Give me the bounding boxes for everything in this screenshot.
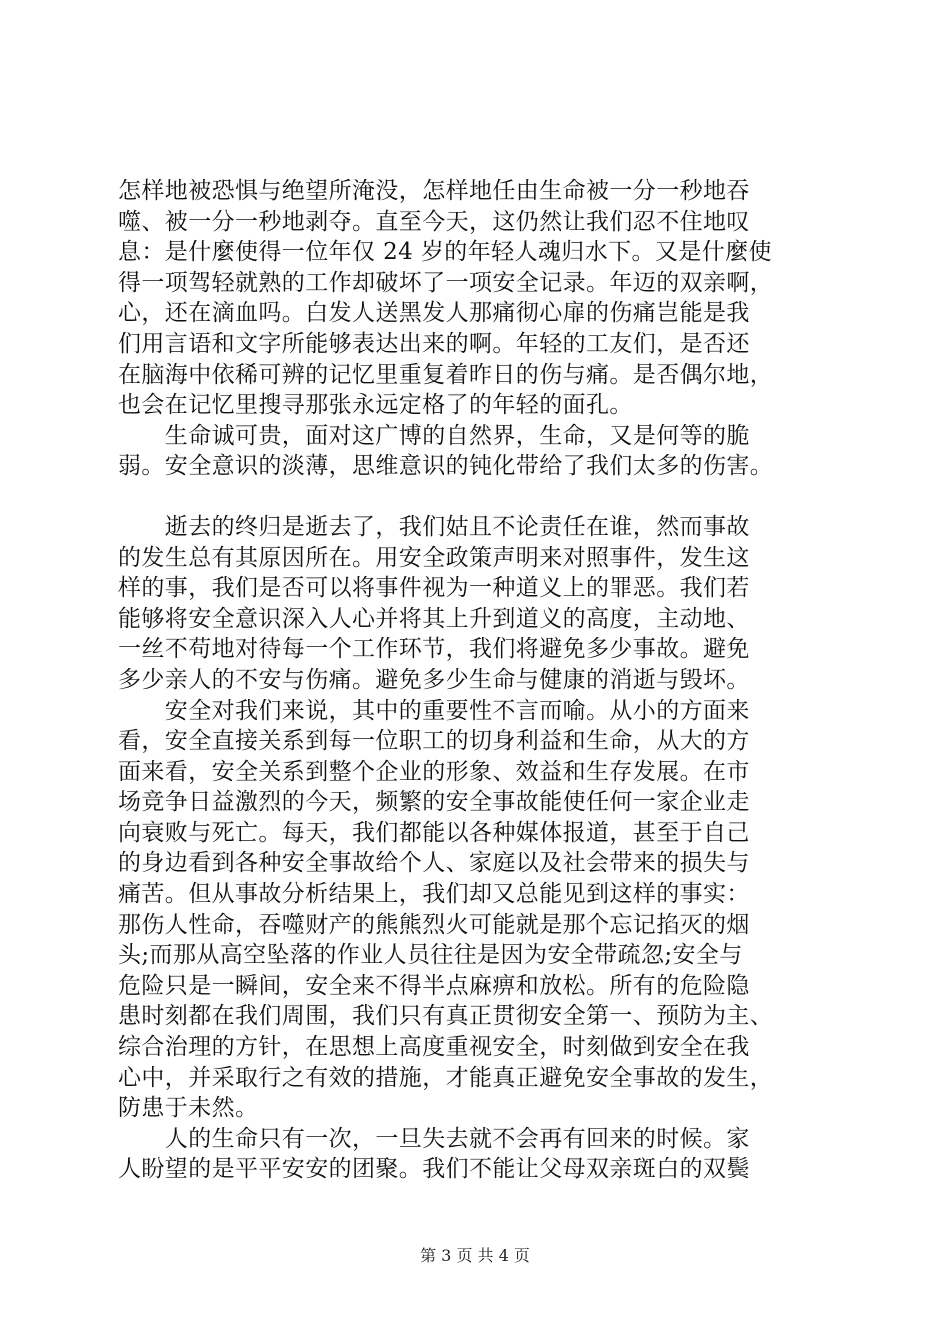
text-line: 能够将安全意识深入人心并将其上升到道义的高度，主动地、 — [118, 605, 750, 632]
page-number-label: 第 3 页 共 4 页 — [420, 1246, 530, 1265]
text-line: 面来看，安全关系到整个企业的形象、效益和生存发展。在市 — [118, 758, 750, 785]
text-line: 息：是什麼使得一位年仅 24 岁的年轻人魂归水下。又是什麼使 — [118, 239, 772, 266]
text-line: 的发生总有其原因所在。用安全政策声明来对照事件，发生这 — [118, 544, 750, 571]
text-line: 的身边看到各种安全事故给个人、家庭以及社会带来的损失与 — [118, 850, 750, 877]
text-line: 心，还在滴血吗。白发人送黑发人那痛彻心扉的伤痛岂能是我 — [118, 300, 750, 327]
text-line: 也会在记忆里搜寻那张永远定格了的年轻的面孔。 — [118, 392, 633, 419]
text-line: 样的事，我们是否可以将事件视为一种道义上的罪恶。我们若 — [118, 575, 750, 602]
text-line: 得一项驾轻就熟的工作却破坏了一项安全记录。年迈的双亲啊， — [118, 269, 774, 296]
text-line: 痛苦。但从事故分析结果上，我们却又总能见到这样的事实： — [118, 881, 750, 908]
text-line: 安全对我们来说，其中的重要性不言而喻。从小的方面来 — [118, 697, 750, 724]
text-line: 生命诚可贵，面对这广博的自然界，生命，又是何等的脆 — [118, 422, 750, 449]
text-line: 综合治理的方针，在思想上高度重视安全，时刻做到安全在我 — [118, 1034, 750, 1061]
text-line: 们用言语和文字所能够表达出来的啊。年轻的工友们，是否还 — [118, 330, 750, 357]
text-line: 心中，并采取行之有效的措施，才能真正避免安全事故的发生， — [118, 1064, 774, 1091]
text-line: 危险只是一瞬间，安全来不得半点麻痹和放松。所有的危险隐 — [118, 972, 750, 999]
text-line: 场竞争日益激烈的今天，频繁的安全事故能使任何一家企业走 — [118, 789, 750, 816]
text-line: 头;而那从高空坠落的作业人员往往是因为安全带疏忽;安全与 — [118, 942, 743, 969]
text-line: 人的生命只有一次，一旦失去就不会再有回来的时候。家 — [118, 1125, 750, 1152]
text-line: 防患于未然。 — [118, 1095, 259, 1122]
text-line: 噬、被一分一秒地剥夺。直至今天，这仍然让我们忍不住地叹 — [118, 208, 750, 235]
text-line: 向衰败与死亡。每天，我们都能以各种媒体报道，甚至于自己 — [118, 819, 750, 846]
body-text — [118, 176, 838, 1185]
text-line: 逝去的终归是逝去了，我们姑且不论责任在谁，然而事故 — [118, 513, 750, 540]
text-line: 怎样地被恐惧与绝望所淹没，怎样地任由生命被一分一秒地吞 — [118, 178, 750, 204]
text-line: 在脑海中依稀可辨的记忆里重复着昨日的伤与痛。是否偶尔地， — [118, 361, 774, 388]
text-line: 多少亲人的不安与伤痛。避免多少生命与健康的消逝与毁坏。 — [118, 666, 750, 693]
page-footer — [0, 1246, 950, 1266]
text-line: 弱。安全意识的淡薄，思维意识的钝化带给了我们太多的伤害。 — [118, 453, 774, 480]
text-line: 看，安全直接关系到每一位职工的切身利益和生命，从大的方 — [118, 728, 750, 755]
text-line: 人盼望的是平平安安的团聚。我们不能让父母双亲斑白的双鬓 — [118, 1156, 750, 1183]
text-line: 一丝不苟地对待每一个工作环节，我们将避免多少事故。避免 — [118, 636, 750, 663]
text-line: 那伤人性命，吞噬财产的熊熊烈火可能就是那个忘记掐灭的烟 — [118, 911, 750, 938]
text-line: 患时刻都在我们周围，我们只有真正贯彻安全第一、预防为主、 — [118, 1003, 774, 1030]
